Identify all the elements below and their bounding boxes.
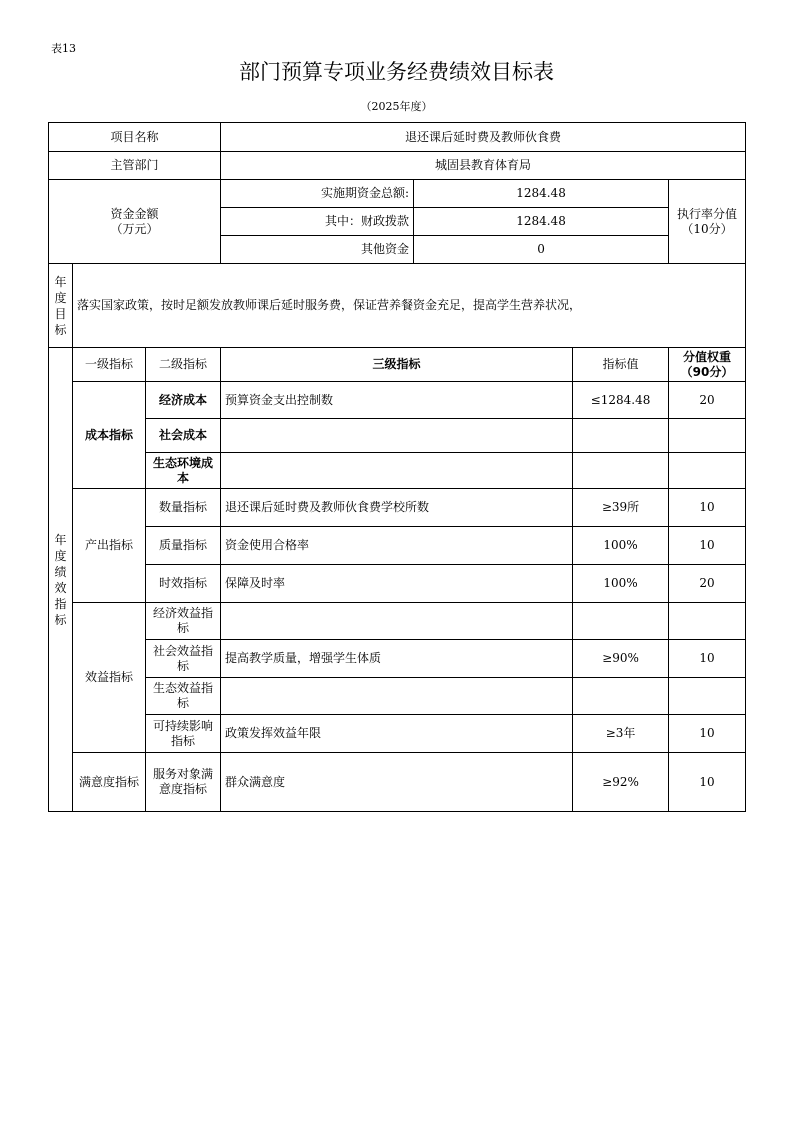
level3-cell: 预算资金支出控制数 <box>221 382 573 419</box>
level2-cell: 社会成本 <box>146 419 221 453</box>
indicator-header-row <box>49 348 746 382</box>
funds-other-label: 其他资金 <box>221 236 414 264</box>
weight-cell <box>669 453 746 489</box>
department-label: 主管部门 <box>49 152 221 180</box>
funds-other-value: 0 <box>414 236 669 264</box>
level3-cell: 政策发挥效益年限 <box>221 715 573 753</box>
table-row <box>49 640 746 678</box>
cost-indicator-label: 成本指标 <box>73 382 146 489</box>
header-level2: 二级指标 <box>146 348 221 382</box>
level2-cell: 数量指标 <box>146 489 221 527</box>
table-row <box>49 565 746 603</box>
output-indicator-label: 产出指标 <box>73 489 146 603</box>
weight-cell: 10 <box>669 640 746 678</box>
level3-cell <box>221 453 573 489</box>
level3-cell: 保障及时率 <box>221 565 573 603</box>
weight-cell: 10 <box>669 753 746 812</box>
value-cell: 100% <box>573 527 669 565</box>
level3-cell: 群众满意度 <box>221 753 573 812</box>
weight-cell: 10 <box>669 527 746 565</box>
execution-rate-score: （10分） <box>681 221 733 236</box>
funds-total-value: 1284.48 <box>414 180 669 208</box>
level3-cell <box>221 419 573 453</box>
level3-cell: 提高教学质量，增强学生体质 <box>221 640 573 678</box>
funds-fiscal-label: 其中：财政拨款 <box>221 208 414 236</box>
funds-label-text: 资金金额 <box>110 206 159 221</box>
table-row <box>49 382 746 419</box>
funds-label <box>49 180 221 264</box>
performance-target-table <box>48 122 746 812</box>
funds-total-row <box>49 180 746 208</box>
annual-goal-text: 落实国家政策，按时足额发放教师课后延时服务费，保证营养餐资金充足，提高学生营养状况， <box>73 264 746 348</box>
value-cell: ≤1284.48 <box>573 382 669 419</box>
level3-cell <box>221 603 573 640</box>
weight-cell: 20 <box>669 382 746 419</box>
table-row <box>49 753 746 812</box>
annual-goal-row <box>49 264 746 348</box>
project-name-value: 退还课后延时费及教师伙食费 <box>221 123 746 152</box>
indicators-side-label: 年度绩效指标 <box>49 348 73 812</box>
level3-cell <box>221 678 573 715</box>
value-cell: ≥92% <box>573 753 669 812</box>
level2-cell: 可持续影响指标 <box>146 715 221 753</box>
value-cell: ≥39所 <box>573 489 669 527</box>
table-row <box>49 489 746 527</box>
level2-cell: 质量指标 <box>146 527 221 565</box>
value-cell <box>573 453 669 489</box>
value-cell <box>573 603 669 640</box>
table-number: 表13 <box>51 42 76 55</box>
header-level3: 三级指标 <box>221 348 573 382</box>
level2-cell: 社会效益指标 <box>146 640 221 678</box>
table-row <box>49 715 746 753</box>
project-name-label: 项目名称 <box>49 123 221 152</box>
value-cell: ≥3年 <box>573 715 669 753</box>
value-cell <box>573 419 669 453</box>
annual-goal-label: 年度目标 <box>49 264 73 348</box>
level2-cell: 时效指标 <box>146 565 221 603</box>
weight-cell: 20 <box>669 565 746 603</box>
header-value: 指标值 <box>573 348 669 382</box>
header-level1: 一级指标 <box>73 348 146 382</box>
level3-cell: 资金使用合格率 <box>221 527 573 565</box>
header-weight: 分值权重（90分） <box>669 348 746 382</box>
level2-cell: 生态效益指标 <box>146 678 221 715</box>
benefit-indicator-label: 效益指标 <box>73 603 146 753</box>
value-cell <box>573 678 669 715</box>
level2-cell: 生态环境成本 <box>146 453 221 489</box>
weight-cell: 10 <box>669 715 746 753</box>
level2-cell: 经济成本 <box>146 382 221 419</box>
department-value: 城固县教育体育局 <box>221 152 746 180</box>
weight-cell <box>669 603 746 640</box>
level2-cell: 经济效益指标 <box>146 603 221 640</box>
department-row <box>49 152 746 180</box>
budget-year: （2025年度） <box>360 100 433 113</box>
level2-cell: 服务对象满意度指标 <box>146 753 221 812</box>
funds-unit: （万元） <box>110 221 159 236</box>
funds-total-label: 实施期资金总额: <box>221 180 414 208</box>
funds-fiscal-value: 1284.48 <box>414 208 669 236</box>
execution-rate-cell <box>669 180 746 264</box>
table-row <box>49 419 746 453</box>
table-row <box>49 603 746 640</box>
satisfaction-indicator-label: 满意度指标 <box>73 753 146 812</box>
weight-cell <box>669 419 746 453</box>
execution-rate-label: 执行率分值 <box>677 206 738 221</box>
project-name-row <box>49 123 746 152</box>
weight-cell <box>669 678 746 715</box>
level3-cell: 退还课后延时费及教师伙食费学校所数 <box>221 489 573 527</box>
table-row <box>49 453 746 489</box>
weight-cell: 10 <box>669 489 746 527</box>
value-cell: 100% <box>573 565 669 603</box>
value-cell: ≥90% <box>573 640 669 678</box>
page-title: 部门预算专项业务经费绩效目标表 <box>239 60 554 84</box>
table-row <box>49 678 746 715</box>
table-row <box>49 527 746 565</box>
